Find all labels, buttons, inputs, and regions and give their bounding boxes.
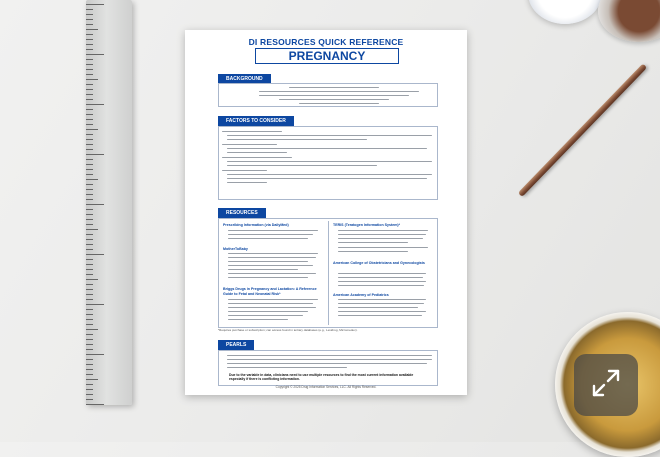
ruler-tick bbox=[86, 189, 93, 190]
ruler-tick bbox=[86, 279, 98, 280]
ruler-tick bbox=[86, 319, 93, 320]
ruler-tick bbox=[86, 79, 98, 80]
ruler-tick bbox=[86, 334, 93, 335]
ruler-tick bbox=[86, 159, 93, 160]
ruler-tick bbox=[86, 394, 93, 395]
ruler-tick bbox=[86, 224, 93, 225]
ruler-tick bbox=[86, 34, 93, 35]
ruler-tick bbox=[86, 179, 98, 180]
resource-link[interactable]: American Academy of Pediatrics bbox=[333, 293, 389, 297]
ruler-tick bbox=[86, 74, 93, 75]
ruler bbox=[86, 0, 132, 405]
ruler-tick bbox=[86, 209, 93, 210]
ruler-tick bbox=[86, 304, 104, 305]
resources-header: RESOURCES bbox=[218, 208, 266, 218]
ruler-tick bbox=[86, 309, 93, 310]
ruler-tick bbox=[86, 374, 93, 375]
ruler-tick bbox=[86, 84, 93, 85]
ruler-tick bbox=[86, 229, 98, 230]
ruler-tick bbox=[86, 254, 104, 255]
ruler-tick bbox=[86, 164, 93, 165]
background-box bbox=[218, 83, 438, 107]
ruler-tick bbox=[86, 389, 93, 390]
resources-box bbox=[218, 218, 438, 328]
ruler-tick bbox=[86, 339, 93, 340]
ruler-tick bbox=[86, 39, 93, 40]
ruler-tick bbox=[86, 259, 93, 260]
ruler-tick bbox=[86, 249, 93, 250]
ruler-tick bbox=[86, 359, 93, 360]
ruler-tick bbox=[86, 109, 93, 110]
ruler-tick bbox=[86, 289, 93, 290]
ruler-tick bbox=[86, 134, 93, 135]
ruler-tick bbox=[86, 239, 93, 240]
ruler-tick bbox=[86, 99, 93, 100]
ruler-tick bbox=[86, 94, 93, 95]
resource-link[interactable]: MotherToBaby bbox=[223, 247, 248, 251]
pen bbox=[518, 63, 647, 197]
ruler-tick bbox=[86, 344, 93, 345]
coffee-beans-bowl bbox=[598, 0, 660, 42]
ruler-tick bbox=[86, 14, 93, 15]
ruler-tick bbox=[86, 384, 93, 385]
resource-link[interactable]: TERIS (Teratogen Information System)* bbox=[333, 223, 401, 227]
ruler-tick bbox=[86, 269, 93, 270]
coffee-cup bbox=[528, 0, 602, 24]
ruler-tick bbox=[86, 64, 93, 65]
ruler-tick bbox=[86, 379, 98, 380]
copyright: Copyright © 2025 Drug Information Services, LLC. All Rights Reserved. bbox=[275, 385, 377, 389]
ruler-tick bbox=[86, 124, 93, 125]
ruler-tick bbox=[86, 204, 104, 205]
ruler-tick bbox=[86, 274, 93, 275]
pearls-bold-text: Due to the variable in data, clinicians need to use multiple resources to find the most current information available especially if there is conflicting information. bbox=[229, 373, 414, 382]
ruler-tick bbox=[86, 329, 98, 330]
ruler-tick bbox=[86, 19, 93, 20]
ruler-tick bbox=[86, 324, 93, 325]
ruler-tick bbox=[86, 234, 93, 235]
ruler-tick bbox=[86, 314, 93, 315]
ruler-tick bbox=[86, 119, 93, 120]
ruler-tick bbox=[86, 49, 93, 50]
ruler-tick bbox=[86, 299, 93, 300]
ruler-tick bbox=[86, 139, 93, 140]
ruler-tick bbox=[86, 349, 93, 350]
ruler-tick bbox=[86, 399, 93, 400]
ruler-tick bbox=[86, 89, 93, 90]
ruler-tick bbox=[86, 364, 93, 365]
resource-link[interactable]: American College of Obstetricians and Gynecologists bbox=[333, 261, 425, 265]
document-title: DI RESOURCES QUICK REFERENCE bbox=[248, 37, 404, 47]
ruler-tick bbox=[86, 114, 93, 115]
ruler-tick bbox=[86, 194, 93, 195]
ruler-tick bbox=[86, 104, 104, 105]
ruler-tick bbox=[86, 174, 93, 175]
ruler-tick bbox=[86, 144, 93, 145]
ruler-tick bbox=[86, 184, 93, 185]
ruler-tick bbox=[86, 294, 93, 295]
ruler-tick bbox=[86, 264, 93, 265]
ruler-tick bbox=[86, 354, 104, 355]
background-header: BACKGROUND bbox=[218, 74, 271, 84]
factors-header: FACTORS TO CONSIDER bbox=[218, 116, 294, 126]
ruler-tick bbox=[86, 284, 93, 285]
ruler-tick bbox=[86, 54, 104, 55]
ruler-tick bbox=[86, 44, 93, 45]
ruler-tick bbox=[86, 369, 93, 370]
document-subtitle: PREGNANCY bbox=[255, 48, 399, 64]
ruler-tick bbox=[86, 199, 93, 200]
expand-button[interactable] bbox=[574, 354, 638, 416]
ruler-tick bbox=[86, 59, 93, 60]
footnote: *Requires purchase or subscription; can access found in tertiary databases (e.g., Lexidrug, Micromedex). bbox=[218, 328, 358, 332]
ruler-tick bbox=[86, 244, 93, 245]
ruler-tick bbox=[86, 9, 93, 10]
document-page bbox=[185, 30, 467, 395]
ruler-tick bbox=[86, 404, 104, 405]
expand-arrows-icon bbox=[589, 366, 623, 405]
ruler-tick bbox=[86, 4, 104, 5]
ruler-tick bbox=[86, 154, 104, 155]
ruler-tick bbox=[86, 69, 93, 70]
ruler-tick bbox=[86, 214, 93, 215]
resource-link[interactable]: Prescribing Information (via DailyMed) bbox=[223, 223, 289, 227]
ruler-tick bbox=[86, 24, 93, 25]
ruler-tick bbox=[86, 169, 93, 170]
pearls-header: PEARLS bbox=[218, 340, 254, 350]
ruler-tick bbox=[86, 149, 93, 150]
factors-box bbox=[218, 126, 438, 200]
ruler-tick bbox=[86, 29, 98, 30]
ruler-tick bbox=[86, 219, 93, 220]
ruler-tick bbox=[86, 129, 98, 130]
resource-link[interactable]: Briggs Drugs in Pregnancy and Lactation: A Reference Guide to Fetal and Neonatal Risk* bbox=[223, 287, 317, 296]
